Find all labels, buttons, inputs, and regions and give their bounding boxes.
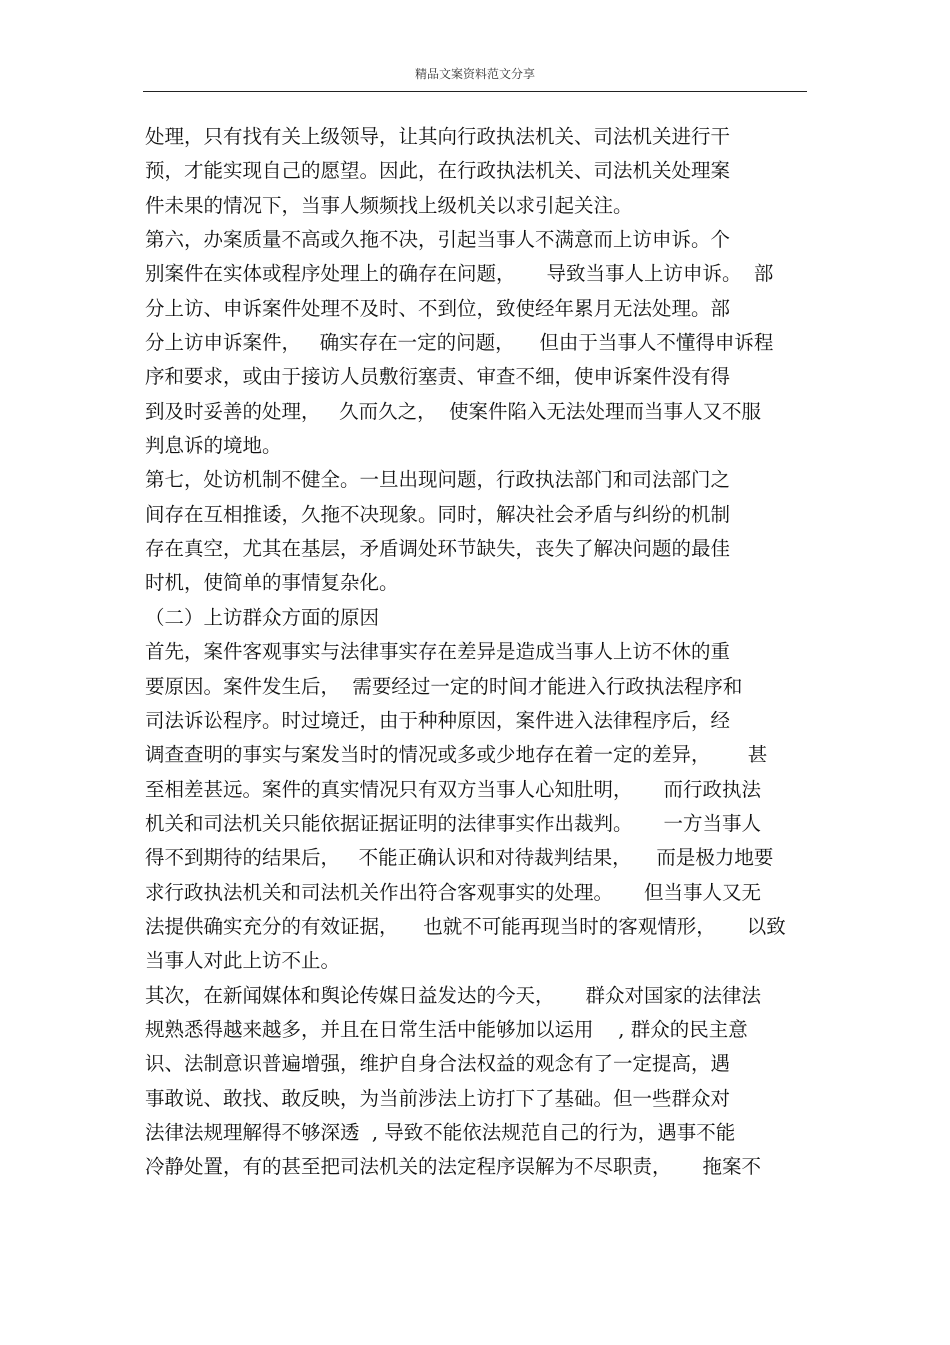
text-line: 时机，使简单的事情复杂化。 [145, 571, 399, 595]
text-line: 第六，办案质量不高或久拖不决，引起当事人不满意而上访申诉。个 [145, 228, 731, 252]
header-divider [143, 91, 807, 92]
text-line: 规熟悉得越来越多，并且在日常生活中能够加以运用 , 群众的民主意 [145, 1017, 748, 1041]
text-line: 法律法规理解得不够深透 , 导致不能依法规范自己的行为，遇事不能 [145, 1120, 736, 1144]
text-line: 序和要求，或由于接访人员敷衍塞责、审查不细，使申诉案件没有得 [145, 365, 731, 389]
text-line: 得不到期待的结果后， 不能正确认识和对待裁判结果， 而是极力地要 [145, 846, 774, 870]
text-line: 识、法制意识普遍增强，维护自身合法权益的观念有了一定提高，遇 [145, 1052, 731, 1076]
text-line: 存在真空，尤其在基层，矛盾调处环节缺失，丧失了解决问题的最佳 [145, 537, 731, 561]
text-line: 机关和司法机关只能依据证据证明的法律事实作出裁判。 一方当事人 [145, 811, 761, 835]
text-line: 冷静处置，有的甚至把司法机关的法定程序误解为不尽职责， 拖案不 [145, 1155, 761, 1179]
text-line: 判息诉的境地。 [145, 434, 282, 458]
text-line: 首先，案件客观事实与法律事实存在差异是造成当事人上访不休的重 [145, 640, 731, 664]
section-heading: （二）上访群众方面的原因 [145, 605, 380, 629]
text-line: 预，才能实现自己的愿望。因此，在行政执法机关、司法机关处理案 [145, 159, 731, 183]
text-line: 分上访、申诉案件处理不及时、不到位，致使经年累月无法处理。部 [145, 296, 731, 320]
text-line: 调查查明的事实与案发当时的情况或多或少地存在着一定的差异， 甚 [145, 743, 768, 767]
text-line: 分上访申诉案件， 确实存在一定的问题， 但由于当事人不懂得申诉程 [145, 331, 774, 355]
text-line: 求行政执法机关和司法机关作出符合客观事实的处理。 但当事人又无 [145, 880, 761, 904]
text-line: 间存在互相推诿，久拖不决现象。同时，解决社会矛盾与纠纷的机制 [145, 502, 731, 526]
document-body [145, 120, 810, 1185]
text-line: 件未果的情况下，当事人频频找上级机关以求引起关注。 [145, 193, 633, 217]
text-line: 事敢说、敢找、敢反映，为当前涉法上访打下了基础。但一些群众对 [145, 1086, 731, 1110]
text-line: 处理，只有找有关上级领导，让其向行政执法机关、司法机关进行干 [145, 125, 731, 148]
text-line: 要原因。案件发生后， 需要经过一定的时间才能进入行政执法程序和 [145, 674, 743, 698]
text-line: 到及时妥善的处理， 久而久之， 使案件陷入无法处理而当事人又不服 [145, 399, 761, 423]
text-line: 法提供确实充分的有效证据， 也就不可能再现当时的客观情形， 以致 [145, 914, 786, 938]
text-line: 别案件在实体或程序处理上的确存在问题， 导致当事人上访申诉。 部 [145, 262, 774, 286]
text-line: 当事人对此上访不止。 [145, 949, 341, 973]
text-line: 至相差甚远。案件的真实情况只有双方当事人心知肚明， 而行政执法 [145, 777, 761, 801]
text-line: 其次，在新闻媒体和舆论传媒日益发达的今天， 群众对国家的法律法 [145, 983, 761, 1007]
text-line: 司法诉讼程序。时过境迁，由于种种原因，案件进入法律程序后，经 [145, 708, 731, 732]
page-header: 精品文案资料范文分享 [414, 67, 535, 81]
text-line: 第七，处访机制不健全。一旦出现问题，行政执法部门和司法部门之 [145, 468, 731, 492]
